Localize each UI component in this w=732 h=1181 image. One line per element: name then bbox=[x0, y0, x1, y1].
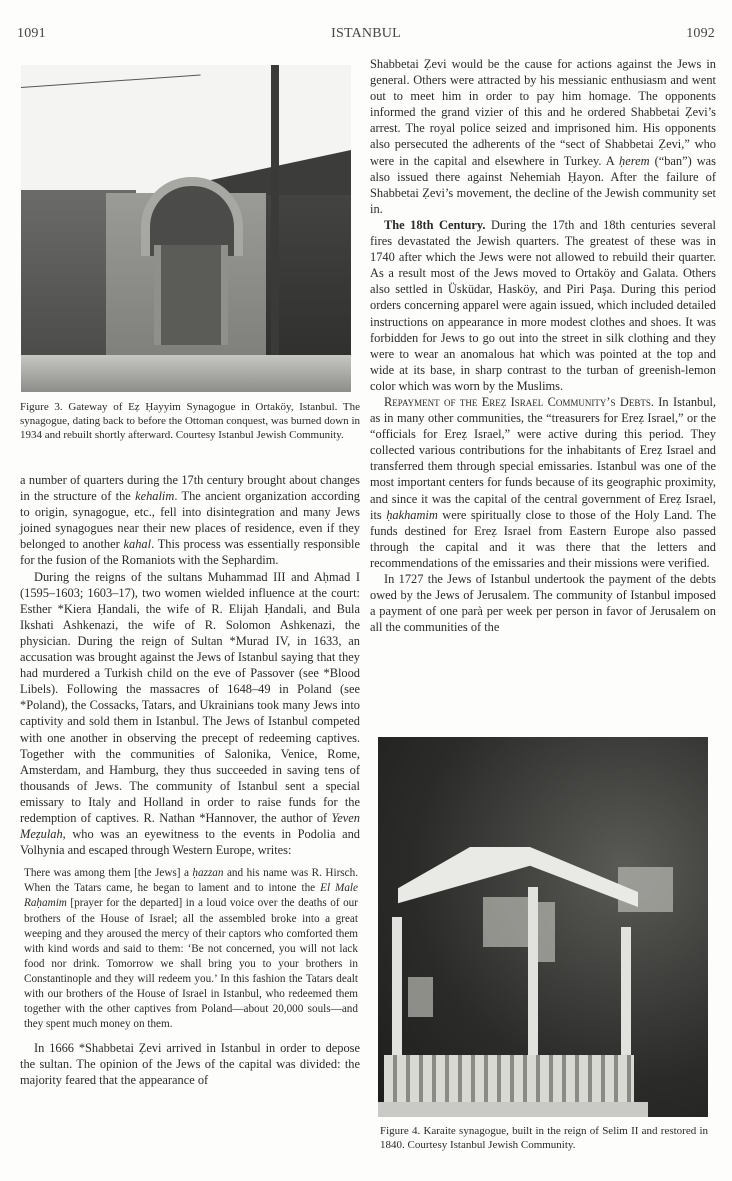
block-quote-hannover: There was among them [the Jews] a ḥazzan and his name was R. Hirsch. When the Tatars came, he began to lament and to intone the El Male Raḥamim [prayer for the departed] in a loud voice over the deaths of our brothers of the House of Israel; all the assembled broke into a great weeping and they aroused the mercy of their captors who comforted them with kind words and said to them: ‘Be not concerned, you will not lack food nor drink. Tomorrow we shall bring you to your brothers in Constantinople and they will redeem you.’ In this fashion the Tatars dealt with our brothers of the House of Israel in Istanbul, who redeemed them together with the other captives from Poland—about 20,000 souls—and they spent much money on them. bbox=[24, 867, 359, 1031]
paragraph-kehalim: a number of quarters during the 17th century brought about changes in the structure of the kehalim. The ancient organization according to origin, synagogue, etc., fell into disintegration and many Jews joined synagogues near their new places of residence, even if they belonged to another kahal. This process was essentially responsible for the fusion of the Romaniots with the Sephardim. bbox=[20, 473, 360, 568]
section-18th-century: The 18th Century. During the 17th and 18th centuries several fires devastated the Jewish quarters. The greatest of these was in 1740 after which the Jews were not allowed to rebuild their quarter. As a result most of the Jews moved to Ortaköy and Galata. Others also settled in Üsküdar, Hasköy, and Piri Paşa. During this period orders concerning apparel were again issued, which included detailed instructions on appearance in more modest clothes and shoes. It was forbidden for Jews to go out into the street in silk clothing and they were to wear an anomalous hat which was pointed at the top and wide at its base, in sharp contrast to the turban of greenish-lemon color which was worn by the Muslims. bbox=[370, 217, 716, 393]
section-debts: Repayment of the Ereẓ Israel Community’s Debts. In Istanbul, as in many other communities, the “treasurers for Ereẓ Israel,” or the “officials for Ereẓ Israel,” were active during this period. They collected various contributions for the inhabitants of Ereẓ Israel and transferred them through special emissaries. Istanbul was one of the most important centers for funds because of its geographic proximity, and since it was the capital of the central government of Ereẓ Israel, its ḥakhamim were spiritually close to those of the Holy Land. The funds destined for Ereẓ Israel from Eastern Europe also passed through the capital and it was there that the letters and recommendations of the emissaries and their missions were verified. bbox=[370, 394, 716, 570]
figure-4-caption: Figure 4. Karaite synagogue, built in the reign of Selim II and restored in 1840. Courtesy Istanbul Jewish Community. bbox=[380, 1125, 708, 1152]
section-heading-debts: Repayment of the Ereẓ Israel Community’s Debts. bbox=[384, 394, 654, 409]
paragraph-sultans: During the reigns of the sultans Muhammad III and Aḥmad I (1595–1603; 1603–17), two women wielded influence at the court: Esther *Kiera Ḥandali, the wife of R. Elijah Ḥandali, and Bula Ikshati Ashkenazi, the wife of R. Solomon Ashkenazi, the physician. During the reign of Sultan *Murad IV, in 1633, an accusation was brought against the Jews of Istanbul saying that they had murdered a Turkish child on the eve of Passover (see *Blood Libels). Following the massacres of 1648–49 in Poland (see *Poland), the Cossacks, Tatars, and Ukrainians took many Jews into captivity and sold them in Istanbul. The Jews of Istanbul competed with one another in observing the precept of redeeming captives. Together with the communities of Salonika, Venice, Rome, Amsterdam, and Hamburg, they thus succeeded in saving tens of thousands of Jews. The community of Istanbul sent a special emissary to Italy and Holland in order to raise funds for the redemption of captives. R. Nathan *Hannover, the author of Yeven Meẓulah, who was an eyewitness to the events in Podolia and Volhynia and escaped through Western Europe, writes: bbox=[20, 569, 360, 858]
figure-4-caption-block bbox=[380, 1124, 708, 1152]
figure-3-caption-block bbox=[20, 400, 360, 443]
right-column bbox=[370, 56, 716, 635]
section-heading-18th-century: The 18th Century. bbox=[384, 217, 486, 232]
paragraph-1727: In 1727 the Jews of Istanbul undertook the payment of the debts owed by the Jews of Jerusalem. The community of Istanbul imposed a payment of one parà per week per person in favor of Jerusalem on all the communities of the bbox=[370, 572, 716, 635]
running-title: ISTANBUL bbox=[331, 26, 401, 41]
page-number-right: 1092 bbox=[686, 26, 715, 41]
paragraph-shabbetai: In 1666 *Shabbetai Ẓevi arrived in Istanbul in order to depose the sultan. The opinion of the Jews of the capital was divided: the majority feared that the appearance of bbox=[20, 1041, 360, 1088]
figure-3-caption: Figure 3. Gateway of Eẓ Ḥayyim Synagogue in Ortaköy, Istanbul. The synagogue, dating back to before the Ottoman conquest, was burned down in 1934 and rebuilt shortly afterward. Courtesy Istanbul Jewish Community. bbox=[20, 401, 360, 442]
figure-4-photo bbox=[378, 737, 708, 1117]
figure-3-photo bbox=[21, 65, 351, 392]
paragraph-shabbetai-cont: Shabbetai Ẓevi would be the cause for actions against the Jews in general. Others were attracted by his messianic enthusiasm and went out to meet him in order to pay him homage. The opponents informed the grand vizier of this and he ordered Shabbetai Ẓevi’s arrest. The royal police seized and imprisoned him. His opponents also persecuted the adherents of the “sect of Shabbetai Ẓevi,” who were in the capital and elsewhere in Turkey. A ḥerem (“ban”) was also issued there against Nehemiah Ḥayon. After the failure of Shabbetai Ẓevi’s movement, the decline of the Jewish community set in. bbox=[370, 57, 716, 216]
left-column bbox=[20, 472, 360, 1089]
page-number-left: 1091 bbox=[17, 26, 46, 41]
